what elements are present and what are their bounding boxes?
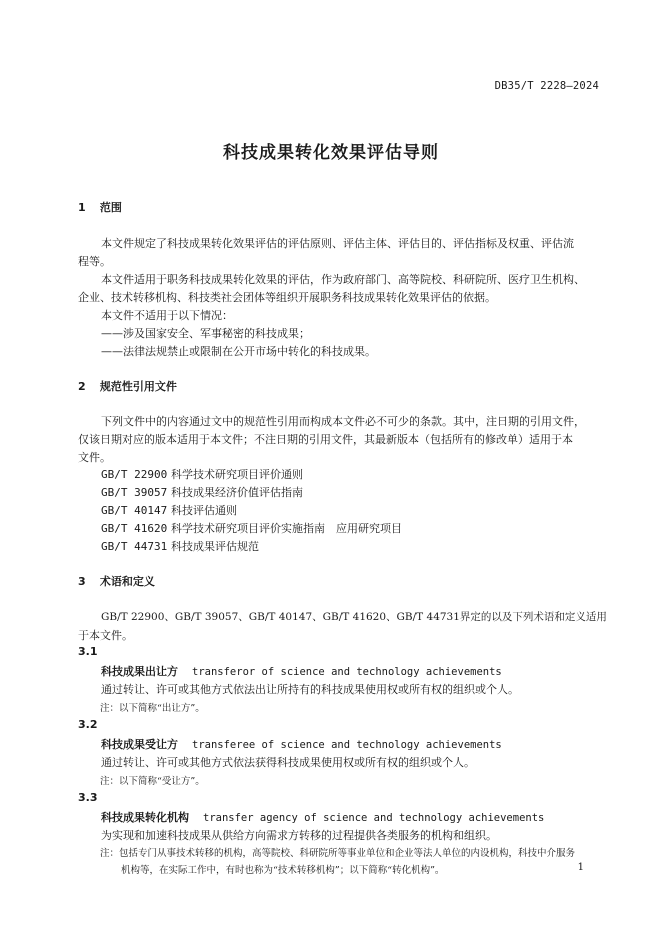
section-number: 2 [78, 380, 86, 393]
reference-code: GB/T 41620 [101, 522, 168, 535]
page-number: 1 [577, 862, 584, 873]
term-heading [101, 809, 544, 825]
term-zh: 科技成果转化机构 [101, 811, 189, 824]
paragraph-line: 程等。 [78, 255, 111, 268]
term-note: 机构等，在实际工作中，有时也称为“技术转移机构”；以下简称“转化机构”。 [121, 865, 445, 876]
term-en: transferor of science and technology achievements [192, 666, 502, 678]
reference-name: 科技成果经济价值评估指南 [171, 486, 303, 499]
term-en: transfer agency of science and technology achievements [203, 812, 545, 824]
reference-name: 科学技术研究项目评价通则 [171, 468, 303, 481]
term-note: 注：以下简称“出让方”。 [100, 703, 205, 714]
reference-item [101, 502, 237, 518]
term-definition: 通过转让、许可或其他方式依法获得科技成果使用权或所有权的组织或个人。 [101, 756, 475, 769]
section-2-heading [78, 378, 177, 394]
term-definition: 为实现和加速科技成果从供给方向需求方转移的过程提供各类服务的机构和组织。 [101, 829, 497, 842]
paragraph-line: 文件。 [78, 451, 111, 464]
paragraph-line: GB/T 22900、GB/T 39057、GB/T 40147、GB/T 41620、GB/T 44731界定的以及下列术语和定义适用 [101, 611, 607, 623]
term-heading [101, 663, 502, 679]
paragraph-line: 本文件规定了科技成果转化效果评估的评估原则、评估主体、评估目的、评估指标及权重、评估流 [101, 237, 574, 250]
term-zh: 科技成果出让方 [101, 665, 178, 678]
section-1-heading [78, 199, 122, 215]
list-item: ——法律法规禁止或限制在公开市场中转化的科技成果。 [101, 345, 376, 358]
term-en: transferee of science and technology achievements [192, 739, 502, 751]
reference-item [101, 538, 259, 554]
reference-code: GB/T 44731 [101, 540, 168, 553]
reference-item [101, 520, 402, 536]
reference-name: 科技评估通则 [171, 504, 237, 517]
reference-code: GB/T 40147 [101, 504, 168, 517]
term-heading [101, 736, 502, 752]
section-number: 3 [78, 575, 86, 588]
document-code: DB35/T 2228—2024 [494, 80, 599, 92]
section-title: 术语和定义 [99, 575, 155, 588]
reference-code: GB/T 22900 [101, 468, 168, 481]
term-number: 3.3 [78, 791, 98, 804]
section-title: 规范性引用文件 [99, 380, 177, 393]
reference-item [101, 466, 303, 482]
paragraph-line: 于本文件。 [78, 629, 133, 642]
paragraph-line: 本文件适用于职务科技成果转化效果的评估，作为政府部门、高等院校、科研院所、医疗卫生机构、 [101, 273, 585, 286]
section-title: 范围 [99, 201, 122, 214]
section-3-heading [78, 573, 155, 589]
term-number: 3.2 [78, 718, 98, 731]
reference-item [101, 484, 303, 500]
reference-name: 科技成果评估规范 [171, 540, 259, 553]
term-definition: 通过转让、许可或其他方式依法出让所持有的科技成果使用权或所有权的组织或个人。 [101, 683, 519, 696]
list-item: ——涉及国家安全、军事秘密的科技成果； [101, 327, 310, 340]
paragraph-line: 下列文件中的内容通过文中的规范性引用而构成本文件必不可少的条款。其中，注日期的引用文件， [101, 415, 585, 428]
paragraph-line: 仅该日期对应的版本适用于本文件；不注日期的引用文件，其最新版本（包括所有的修改单）适用于本 [78, 433, 573, 446]
reference-name: 科学技术研究项目评价实施指南 应用研究项目 [171, 522, 402, 535]
section-number: 1 [78, 201, 86, 214]
term-zh: 科技成果受让方 [101, 738, 178, 751]
reference-code: GB/T 39057 [101, 486, 168, 499]
document-title: 科技成果转化效果评估导则 [223, 143, 439, 163]
term-note: 注：以下简称“受让方”。 [100, 776, 205, 787]
paragraph-line: 企业、技术转移机构、科技类社会团体等组织开展职务科技成果转化效果评估的依据。 [78, 291, 496, 304]
term-note: 注：包括专门从事技术转移的机构，高等院校、科研院所等事业单位和企业等法人单位的内设机构，科技中介服务 [100, 848, 576, 859]
paragraph-line: 本文件不适用于以下情况： [101, 309, 233, 322]
term-number: 3.1 [78, 645, 98, 658]
